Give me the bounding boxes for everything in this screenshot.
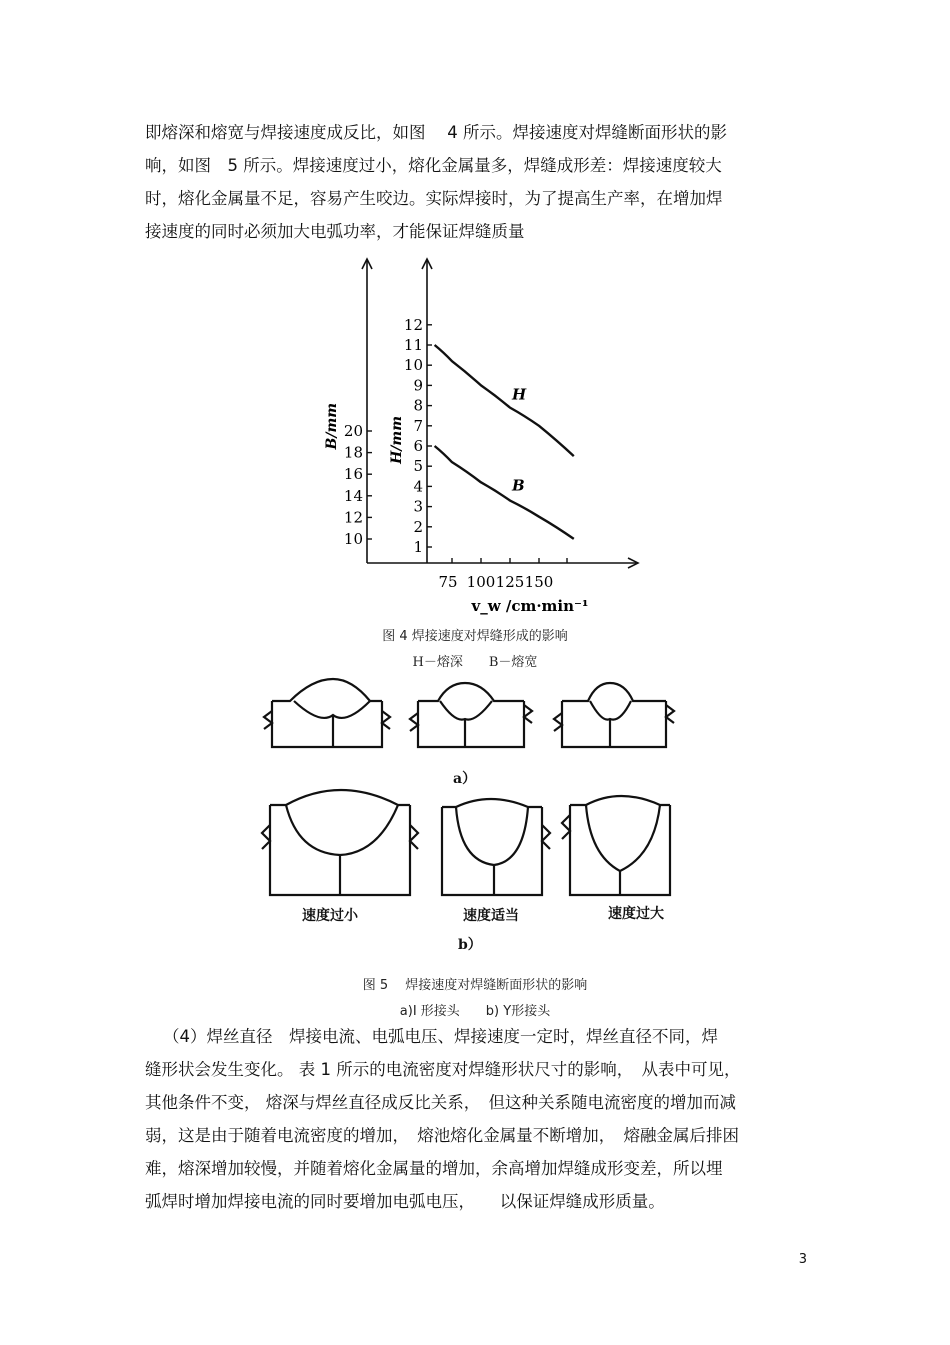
h-axis-tick-label: 3: [413, 497, 423, 516]
b-axis-tick-label: 16: [343, 465, 363, 484]
series-H-label: H: [512, 385, 527, 404]
weld-b1: [262, 790, 418, 895]
speed-label-fast: 速度过大: [608, 906, 664, 922]
x-axis-tick-label: 125: [495, 573, 525, 591]
h-axis-tick-label: 12: [403, 315, 423, 334]
page-number: 3: [798, 1252, 807, 1267]
para2-line: 缝形状会发生变化。 表 1 所示的电流密度对焊缝形状尺寸的影响， 从表中可见，: [145, 1060, 741, 1079]
x-axis-label: v_w /cm·min⁻¹: [471, 597, 589, 615]
para2-line: 弧焊时增加焊接电流的同时要增加电弧电压， 以保证焊缝成形质量。: [145, 1192, 665, 1211]
h-axis-tick-label: 4: [413, 477, 423, 496]
b-axis-tick-label: 14: [343, 486, 363, 505]
h-axis-tick-label: 6: [413, 437, 423, 455]
figure5-caption: 图 5 焊接速度对焊缝断面形状的影响: [362, 978, 588, 993]
weld-b2: [442, 799, 550, 895]
series-H-line: [435, 345, 574, 456]
weld-a2: [410, 683, 532, 747]
para2-line: （4）焊丝直径 焊接电流、电弧电压、焊接速度一定时，焊丝直径不同，焊: [163, 1027, 718, 1046]
h-axis-tick-label: 5: [413, 457, 423, 476]
speed-label-proper: 速度适当: [463, 908, 519, 924]
b-axis-tick-label: 18: [343, 443, 363, 462]
figure5-row-a-label: a）: [453, 771, 477, 787]
x-axis-tick-label: 75: [438, 573, 458, 591]
h-axis-tick-label: 2: [413, 517, 423, 536]
h-axis-tick-label: 1: [413, 538, 423, 556]
h-axis-tick-label: 10: [403, 356, 423, 375]
h-axis-tick-label: 8: [413, 396, 423, 415]
paragraph-wire-diameter: [145, 1020, 825, 1218]
weld-b3: [562, 796, 670, 895]
x-axis-tick-label: 100: [466, 573, 496, 591]
h-axis-label: H/mm: [389, 415, 405, 464]
figure4-legend: H－熔深 B－熔宽: [412, 655, 538, 670]
h-axis-tick-label: 7: [413, 416, 423, 435]
intro-line: 时，熔化金属量不足，容易产生咬边。实际焊接时，为了提高生产率，在增加焊: [145, 189, 723, 208]
para2-line: 难，熔深增加较慢，并随着熔化金属量的增加，余高增加焊缝成形变差，所以埋: [145, 1159, 723, 1178]
b-axis-tick-label: 10: [343, 530, 363, 548]
figure4-chart: [300, 255, 640, 615]
weld-a3: [554, 683, 674, 747]
para2-line: 其他条件不变， 熔深与焊丝直径成反比关系， 但这种关系随电流密度的增加而减: [145, 1093, 736, 1112]
figure5-row-b-label: b）: [458, 937, 482, 953]
intro-line: 即熔深和熔宽与焊接速度成反比，如图 4 所示。焊接速度对焊缝断面形状的影: [145, 123, 727, 142]
series-B-line: [435, 446, 574, 539]
intro-paragraph: [145, 116, 825, 248]
figure5-sub-caption: a)I 形接头 b) Y形接头: [399, 1004, 551, 1019]
weld-a1: [264, 679, 390, 747]
b-axis-tick-label: 12: [343, 508, 363, 527]
h-axis-tick-label: 11: [403, 336, 423, 354]
series-B-label: B: [512, 476, 525, 495]
figure4-caption: 图 4 焊接速度对焊缝形成的影响: [382, 629, 568, 644]
x-axis-tick-label: 150: [524, 573, 554, 591]
intro-line: 接速度的同时必须加大电弧功率，才能保证焊缝质量: [145, 222, 525, 241]
h-axis-tick-label: 9: [413, 376, 423, 395]
b-axis-label: B/mm: [324, 402, 340, 450]
speed-label-slow: 速度过小: [302, 908, 358, 924]
para2-line: 弱，这是由于随着电流密度的增加， 熔池熔化金属量不断增加， 熔融金属后排困: [145, 1126, 739, 1145]
b-axis-tick-label: 20: [343, 422, 363, 440]
intro-line: 响，如图 5 所示。焊接速度过小，熔化金属量多，焊缝成形差：焊接速度较大: [145, 156, 722, 175]
